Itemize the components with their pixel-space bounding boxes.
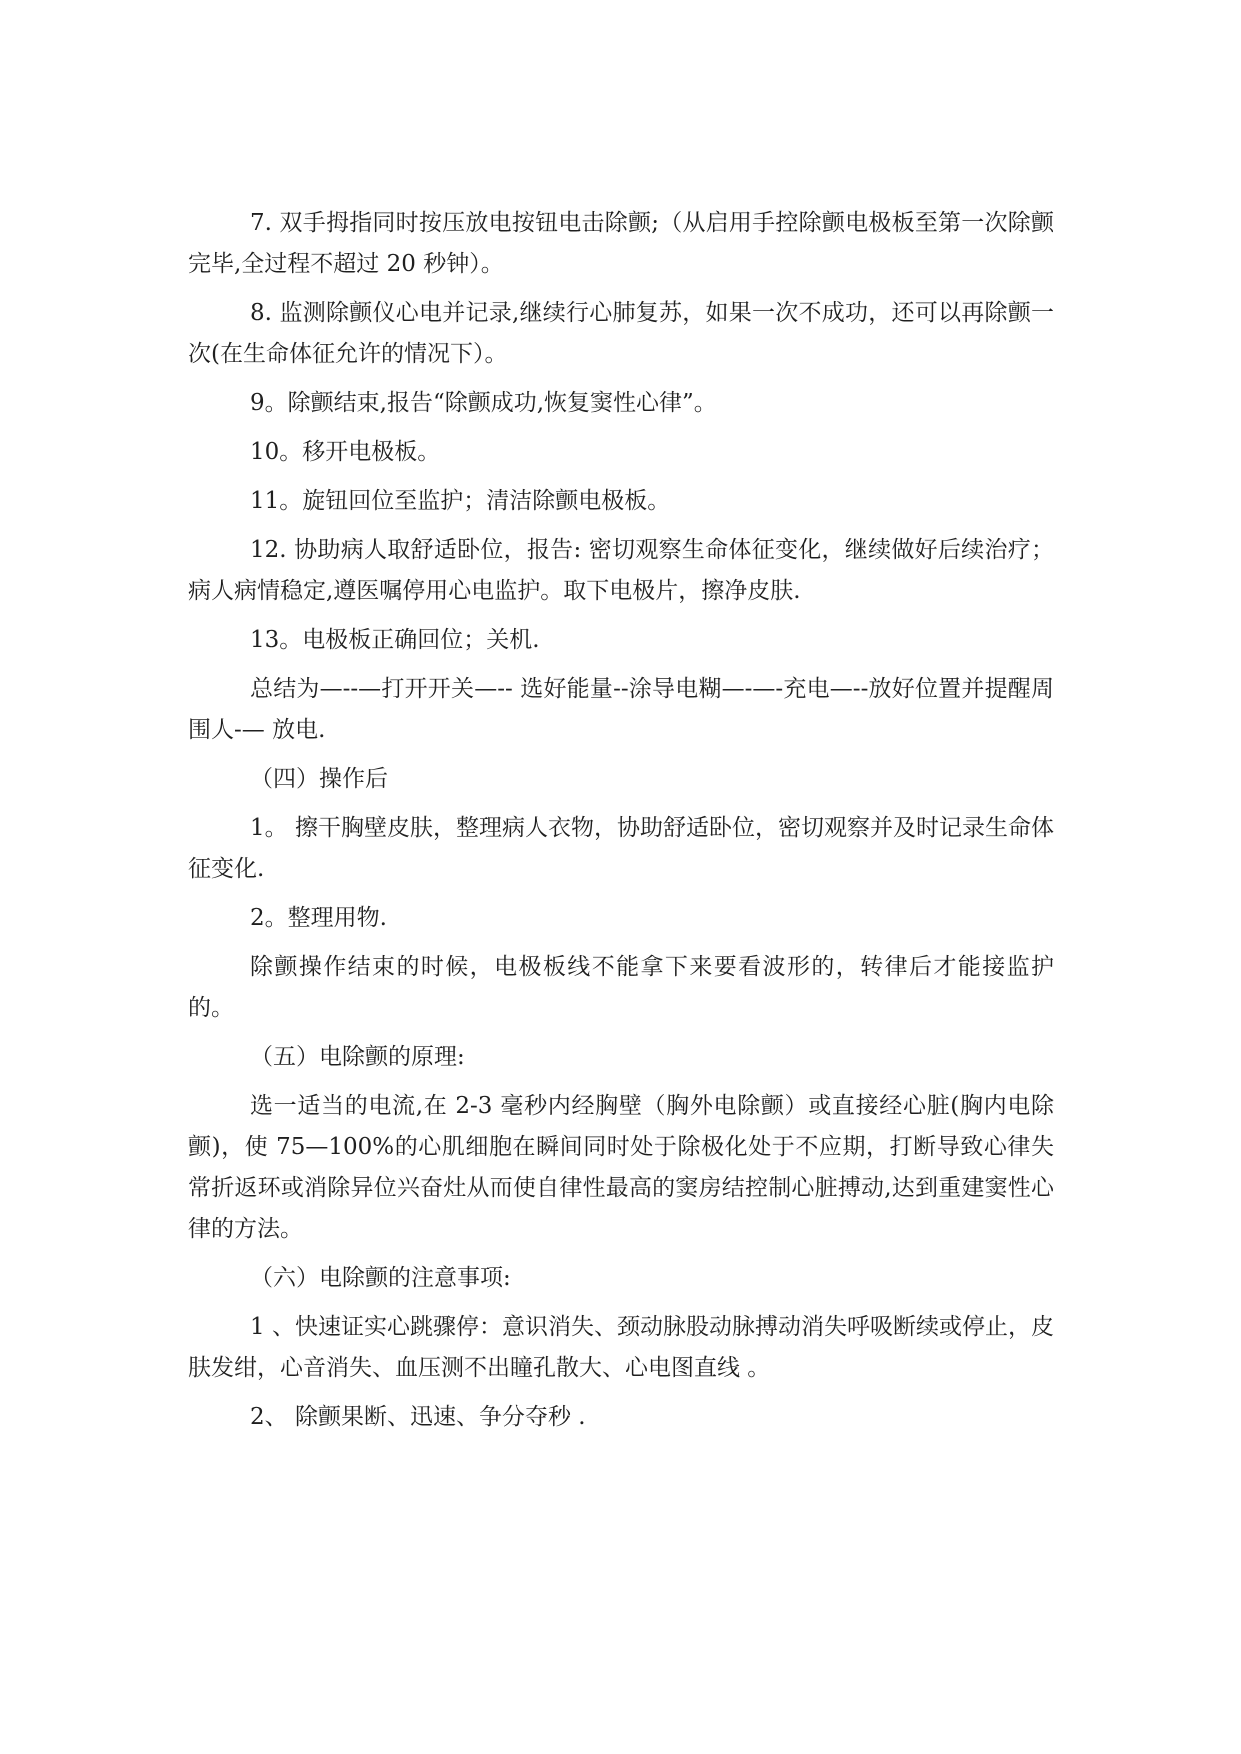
paragraph-waveform-note: 除颤操作结束的时候，电极板线不能拿下来要看波形的，转律后才能接监护的。	[188, 954, 1054, 1021]
section-heading-precautions: （六）电除颤的注意事项:	[250, 1265, 511, 1291]
paragraph-step-10: 10。移开电极板。	[250, 439, 441, 465]
paragraph-step-12: 12. 协助病人取舒适卧位，报告: 密切观察生命体征变化，继续做好后续治疗；病人病情稳定,遵医嘱停用心电监护。取下电极片，擦净皮肤.	[188, 537, 1054, 604]
paragraph-step-8: 8. 监测除颤仪心电并记录,继续行心肺复苏，如果一次不成功，还可以再除颤一次(在生命体征允许的情况下）。	[188, 300, 1054, 367]
paragraph-step-7: 7. 双手拇指同时按压放电按钮电击除颤;（从启用手控除颤电极板至第一次除颤完毕,全过程不超过 20 秒钟）。	[188, 210, 1054, 277]
paragraph-step-13: 13。电极板正确回位；关机.	[250, 627, 540, 653]
document-body	[188, 203, 1054, 1446]
paragraph-step-11: 11。旋钮回位至监护；清洁除颤电极板。	[250, 488, 671, 514]
paragraph-after-step-1: 1。 擦干胸壁皮肤，整理病人衣物，协助舒适卧位，密切观察并及时记录生命体征变化.	[188, 815, 1054, 882]
paragraph-principle: 选一适当的电流,在 2-3 毫秒内经胸壁（胸外电除颤）或直接经心脏(胸内电除颤)，使 75—100%的心肌细胞在瞬间同时处于除极化处于不应期，打断导致心律失常折返环或消除异位兴奋灶从而使自律性最高的窦房结控制心脏搏动,达到重建窦性心律的方法。	[188, 1093, 1054, 1242]
paragraph-precaution-1: 1 、快速证实心跳骤停：意识消失、颈动脉股动脉搏动消失呼吸断续或停止，皮肤发绀，心音消失、血压测不出瞳孔散大、心电图直线 。	[188, 1314, 1054, 1381]
paragraph-step-9: 9。除颤结束,报告“除颤成功,恢复窦性心律”。	[250, 390, 717, 416]
paragraph-after-step-2: 2。整理用物.	[250, 905, 387, 931]
section-heading-after-operation: （四）操作后	[250, 766, 388, 792]
paragraph-precaution-2: 2、 除颤果断、迅速、争分夺秒 .	[250, 1404, 586, 1430]
paragraph-summary: 总结为—--—打开开关—-- 选好能量--涂导电糊—-—-充电—--放好位置并提醒周围人-— 放电.	[188, 676, 1054, 743]
section-heading-principle: （五）电除颤的原理:	[250, 1044, 465, 1070]
